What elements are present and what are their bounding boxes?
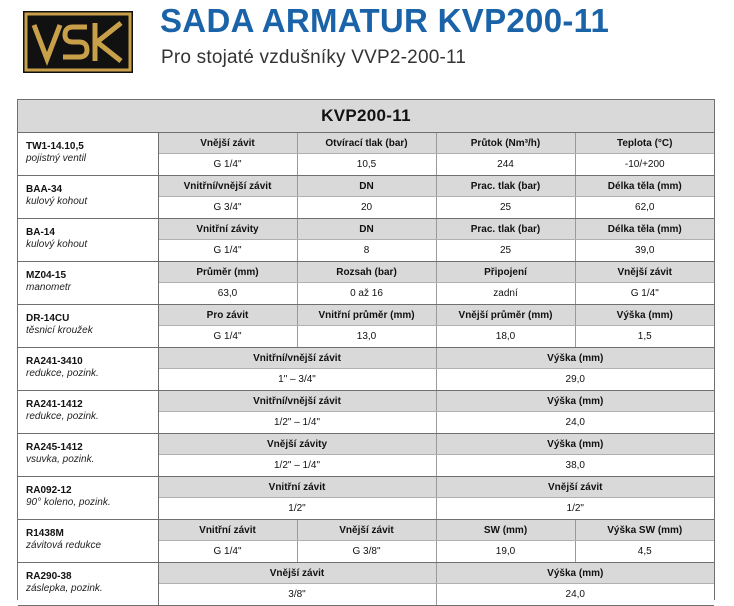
- part-description: 90° koleno, pozink.: [26, 497, 111, 508]
- part-description: kulový kohout: [26, 196, 88, 207]
- part-description: pojistný ventil: [26, 153, 87, 164]
- spec-value: G 1/4": [158, 240, 297, 262]
- part-description: kulový kohout: [26, 239, 88, 250]
- vsk-logo: [23, 11, 133, 73]
- spec-value: 25: [436, 240, 575, 262]
- spec-label: DN: [297, 176, 436, 197]
- part-cell: [18, 477, 158, 520]
- part-description: redukce, pozink.: [26, 368, 99, 379]
- spec-value: 24,0: [436, 412, 714, 434]
- spec-label: Připojení: [436, 262, 575, 283]
- spec-value: 24,0: [436, 584, 714, 606]
- spec-label: Průtok (Nm³/h): [436, 133, 575, 154]
- part-cell: [18, 391, 158, 434]
- spec-label: Prac. tlak (bar): [436, 219, 575, 240]
- spec-value: 62,0: [575, 197, 714, 219]
- spec-value: 3/8": [158, 584, 436, 606]
- table-row: [18, 133, 714, 154]
- spec-value: 29,0: [436, 369, 714, 391]
- spec-value: 19,0: [436, 541, 575, 563]
- part-code: TW1-14.10,5: [26, 141, 84, 152]
- spec-label: Vnější závit: [158, 563, 436, 584]
- spec-label: SW (mm): [436, 520, 575, 541]
- table-row: [18, 434, 714, 455]
- spec-value: 39,0: [575, 240, 714, 262]
- spec-value: G 1/4": [158, 154, 297, 176]
- table-row: [18, 176, 714, 197]
- table-heading: KVP200-11: [18, 100, 714, 133]
- part-description: závitová redukce: [26, 540, 102, 551]
- spec-value: 8: [297, 240, 436, 262]
- part-code: RA241-1412: [26, 399, 83, 410]
- spec-value: 1" – 3/4": [158, 369, 436, 391]
- spec-label: Výška (mm): [436, 434, 714, 455]
- part-description: vsuvka, pozink.: [26, 454, 95, 465]
- part-code: MZ04-15: [26, 270, 67, 281]
- part-code: RA245-1412: [26, 442, 83, 453]
- part-cell: [18, 563, 158, 606]
- spec-label: Vnější závit: [297, 520, 436, 541]
- part-cell: [18, 348, 158, 391]
- table-row: [18, 262, 714, 283]
- part-code: BAA-34: [26, 184, 63, 195]
- part-code: R1438M: [26, 528, 64, 539]
- table-row: [18, 348, 714, 369]
- spec-value: zadní: [436, 283, 575, 305]
- spec-label: Vnitřní závit: [158, 477, 436, 498]
- table-row: [18, 391, 714, 412]
- spec-value: 18,0: [436, 326, 575, 348]
- spec-label: Teplota (°C): [575, 133, 714, 154]
- table-row: [18, 305, 714, 326]
- spec-value: 10,5: [297, 154, 436, 176]
- table-row: [18, 563, 714, 584]
- part-cell: [18, 434, 158, 477]
- spec-label: Vnitřní průměr (mm): [297, 305, 436, 326]
- part-code: RA241-3410: [26, 356, 83, 367]
- table-row: [18, 477, 714, 498]
- part-code: DR-14CU: [26, 313, 70, 324]
- spec-value: G 1/4": [158, 326, 297, 348]
- page-subtitle: Pro stojaté vzdušníky VVP2-200-11: [161, 47, 467, 68]
- spec-label: Vnitřní závit: [158, 520, 297, 541]
- part-cell: [18, 262, 158, 305]
- part-code: RA092-12: [26, 485, 72, 496]
- spec-label: Vnitřní závity: [158, 219, 297, 240]
- part-cell: [18, 520, 158, 563]
- spec-label: Pro závit: [158, 305, 297, 326]
- part-description: manometr: [26, 282, 72, 293]
- spec-label: Výška (mm): [436, 348, 714, 369]
- spec-value: 1/2" – 1/4": [158, 412, 436, 434]
- part-cell: [18, 305, 158, 348]
- part-cell: [18, 133, 158, 176]
- part-code: BA-14: [26, 227, 55, 238]
- spec-value: 13,0: [297, 326, 436, 348]
- parts-sheet: [17, 99, 715, 600]
- spec-value: 63,0: [158, 283, 297, 305]
- page-title: SADA ARMATUR KVP200-11: [160, 2, 610, 39]
- part-cell: [18, 176, 158, 219]
- spec-value: G 1/4": [158, 541, 297, 563]
- spec-label: Délka těla (mm): [575, 176, 714, 197]
- spec-value: -10/+200: [575, 154, 714, 176]
- table-row: [18, 520, 714, 541]
- part-cell: [18, 219, 158, 262]
- spec-value: G 3/4": [158, 197, 297, 219]
- spec-label: Vnější závit: [575, 262, 714, 283]
- spec-label: Prac. tlak (bar): [436, 176, 575, 197]
- spec-value: 20: [297, 197, 436, 219]
- spec-label: Výška SW (mm): [575, 520, 714, 541]
- spec-label: Otvírací tlak (bar): [297, 133, 436, 154]
- spec-label: Výška (mm): [436, 563, 714, 584]
- spec-value: 1/2": [158, 498, 436, 520]
- spec-label: Vnější závit: [158, 133, 297, 154]
- spec-value: 25: [436, 197, 575, 219]
- spec-value: G 1/4": [575, 283, 714, 305]
- spec-value: G 3/8": [297, 541, 436, 563]
- spec-label: Vnější průměr (mm): [436, 305, 575, 326]
- spec-label: Vnější závity: [158, 434, 436, 455]
- parts-table: [18, 133, 714, 606]
- spec-value: 1/2" – 1/4": [158, 455, 436, 477]
- spec-value: 38,0: [436, 455, 714, 477]
- spec-label: Vnitřní/vnější závit: [158, 391, 436, 412]
- spec-value: 244: [436, 154, 575, 176]
- spec-label: DN: [297, 219, 436, 240]
- spec-label: Vnitřní/vnější závit: [158, 176, 297, 197]
- part-description: těsnicí kroužek: [26, 325, 93, 336]
- spec-label: Výška (mm): [575, 305, 714, 326]
- spec-value: 1/2": [436, 498, 714, 520]
- spec-value: 0 až 16: [297, 283, 436, 305]
- spec-value: 1,5: [575, 326, 714, 348]
- spec-label: Výška (mm): [436, 391, 714, 412]
- part-description: záslepka, pozink.: [26, 583, 103, 594]
- spec-value: 4,5: [575, 541, 714, 563]
- part-code: RA290-38: [26, 571, 72, 582]
- table-row: [18, 219, 714, 240]
- spec-label: Vnitřní/vnější závit: [158, 348, 436, 369]
- spec-label: Průměr (mm): [158, 262, 297, 283]
- spec-label: Vnější závit: [436, 477, 714, 498]
- part-description: redukce, pozink.: [26, 411, 99, 422]
- spec-label: Délka těla (mm): [575, 219, 714, 240]
- spec-label: Rozsah (bar): [297, 262, 436, 283]
